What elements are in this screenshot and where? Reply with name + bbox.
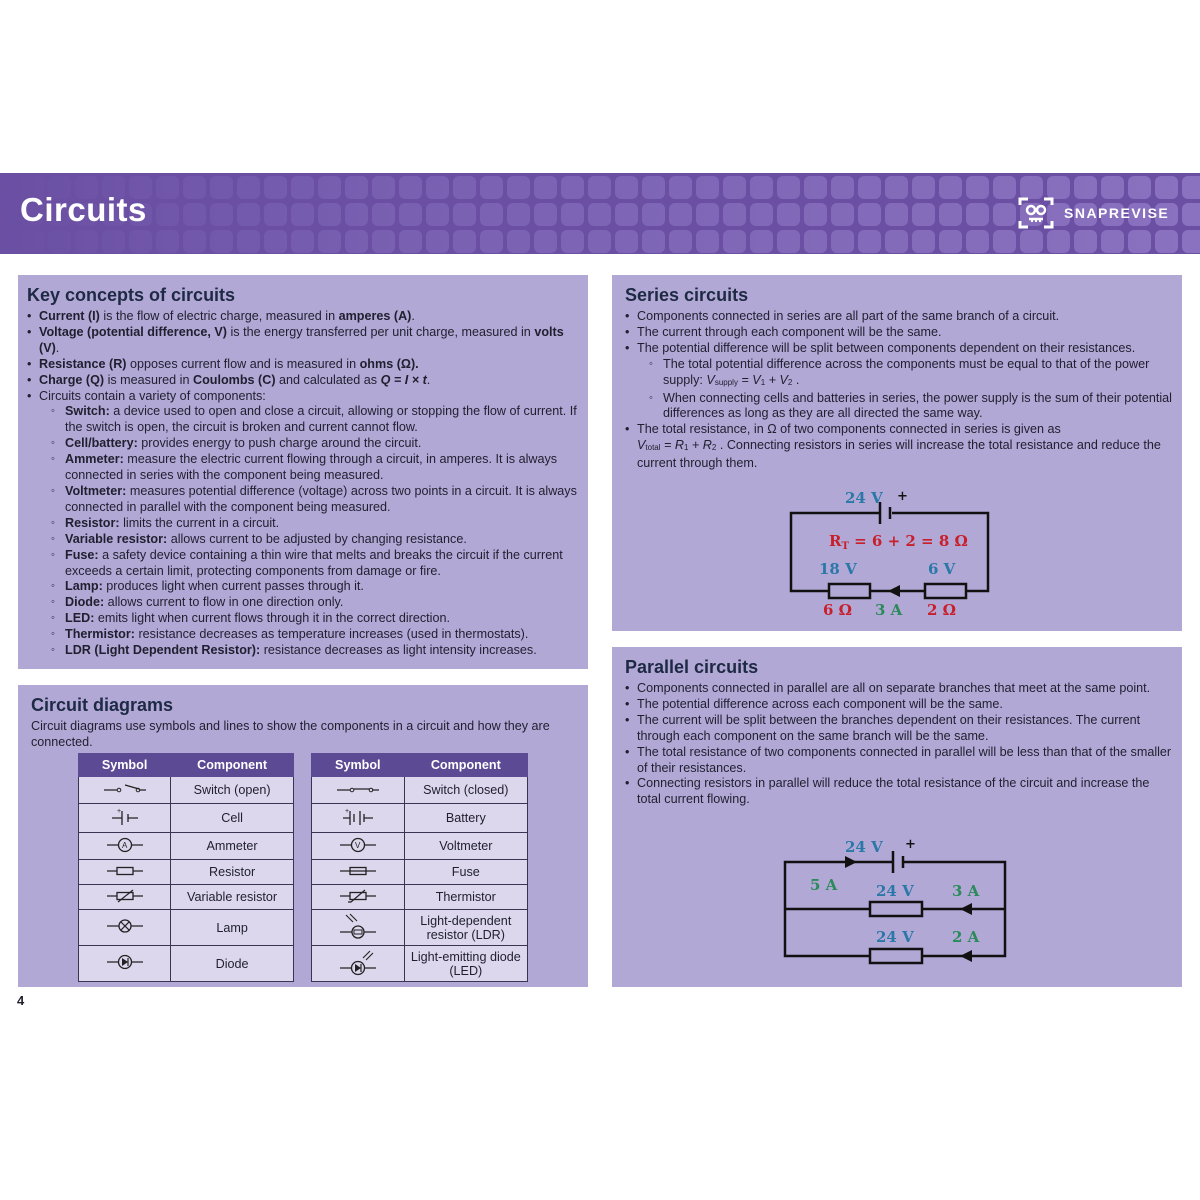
parallel-battery — [893, 851, 903, 873]
series-wire — [791, 513, 988, 591]
snaprevise-logo-icon — [1016, 195, 1056, 231]
component-label: Cell — [171, 804, 294, 833]
component-label: Lamp — [171, 910, 294, 946]
switch-closed-symbol-icon — [312, 777, 405, 804]
list-item: ◦ The total potential difference across the components must be equal to that of the power supply: Vsupply = V1 + V2 . — [637, 357, 1173, 391]
series-total-resistance-label: $R_T = 6 + 2 = 8$ Ω — [829, 532, 968, 552]
table-row — [79, 804, 294, 833]
series-r1-label: 6 Ω — [823, 601, 853, 619]
list-item: ◦ Cell/battery: provides energy to push charge around the circuit. — [39, 436, 582, 452]
battery-symbol-icon — [312, 804, 405, 833]
list-item: ◦ Variable resistor: allows current to be adjusted by changing resistance. — [39, 532, 582, 548]
variable-resistor-symbol-icon — [79, 885, 171, 910]
component-label: Light-emitting diode (LED) — [404, 946, 527, 982]
table-row — [312, 860, 528, 885]
component-label: Light-dependent resistor (LDR) — [404, 910, 527, 946]
led-symbol-icon — [312, 946, 405, 982]
list-item: ◦ Resistor: limits the current in a circuit. — [39, 516, 582, 532]
component-label: Fuse — [404, 860, 527, 885]
list-item: • The total resistance of two components connected in parallel will be less than that of the smaller of their resistances. — [625, 745, 1173, 777]
series-circuits-title: Series circuits — [625, 285, 749, 305]
parallel-circuits-title: Parallel circuits — [625, 657, 759, 677]
components-list — [39, 404, 582, 659]
list-item: • Components connected in parallel are all on separate branches that meet at the same point. — [625, 681, 1173, 697]
page-number: 4 — [17, 993, 25, 1008]
component-label: Thermistor — [404, 885, 527, 910]
parallel-arrow-mid — [960, 903, 972, 915]
component-label: Battery — [404, 804, 527, 833]
component-label: Ammeter — [171, 833, 294, 860]
component-label: Variable resistor — [171, 885, 294, 910]
series-current-label: 3 A — [875, 601, 903, 619]
parallel-i1-label: 3 A — [952, 882, 980, 900]
component-label: Resistor — [171, 860, 294, 885]
voltmeter-symbol-icon — [312, 833, 405, 860]
table-row — [312, 777, 528, 804]
column-header-symbol: Symbol — [79, 754, 171, 777]
series-r2-label: 2 Ω — [927, 601, 957, 619]
svg-text:V: V — [354, 840, 361, 850]
list-item: • The total resistance, in Ω of two components connected in series is given as Vtotal = R1 + R2 . Connecting resistors in series will increase the total resistance and reduce the current through them. — [625, 422, 1173, 472]
table-header — [312, 754, 528, 777]
list-item: • Current (I) is the flow of electric charge, measured in amperes (A). — [27, 309, 582, 325]
parallel-resistor-2 — [870, 949, 922, 963]
parallel-list — [625, 681, 1173, 808]
parallel-resistor-1 — [870, 902, 922, 916]
svg-text:+: + — [116, 807, 121, 815]
list-item: • The potential difference across each component will be the same. — [625, 697, 1173, 713]
list-item: ◦ Diode: allows current to flow in one direction only. — [39, 595, 582, 611]
page-title: Circuits — [20, 191, 147, 228]
circuit-diagrams-intro: Circuit diagrams use symbols and lines to show the components in a circuit and how they are connected. — [31, 719, 550, 749]
fuse-symbol-icon — [312, 860, 405, 885]
parallel-arrow-top — [845, 856, 857, 868]
table-row — [79, 910, 294, 946]
cell-symbol-icon — [79, 804, 171, 833]
lamp-symbol-icon — [79, 910, 171, 946]
table-row — [79, 833, 294, 860]
table-row — [312, 910, 528, 946]
list-item: ◦ Lamp: produces light when current passes through it. — [39, 579, 582, 595]
table-row — [312, 804, 528, 833]
key-concepts-list — [27, 309, 582, 659]
series-supply-label: 24 V — [845, 489, 883, 507]
component-label: Switch (closed) — [404, 777, 527, 804]
circuit-diagrams-title: Circuit diagrams — [31, 695, 174, 715]
series-circuit-diagram — [780, 484, 1000, 624]
table-row — [79, 777, 294, 804]
table-header — [79, 754, 294, 777]
list-item: • The current will be split between the branches dependent on their resistances. The current through each component on the same branch will be the same. — [625, 713, 1173, 745]
parallel-v1-label: 24 V — [876, 882, 914, 900]
key-concepts-panel — [18, 275, 588, 669]
series-resistor-1 — [829, 584, 870, 598]
component-label: Switch (open) — [171, 777, 294, 804]
switch-open-symbol-icon — [79, 777, 171, 804]
series-plus-label: + — [897, 489, 908, 504]
list-item: • Charge (Q) is measured in Coulombs (C) and calculated as Q = I × t. — [27, 373, 582, 389]
symbols-table-right — [311, 753, 528, 982]
brand-name: SNAPREVISE — [1064, 205, 1170, 221]
ldr-symbol-icon — [312, 910, 405, 946]
list-item: ◦ Voltmeter: measures potential difference (voltage) across two points in a circuit. It is always connected in parallel with the component being measured. — [39, 484, 582, 516]
parallel-v2-label: 24 V — [876, 928, 914, 946]
symbols-table-left — [78, 753, 294, 982]
list-item: ◦ Ammeter: measure the electric current flowing through a circuit, in amperes. It is always connected in series with the component being measured. — [39, 452, 582, 484]
thermistor-symbol-icon — [312, 885, 405, 910]
list-item: • Connecting resistors in parallel will reduce the total resistance of the circuit and increase the total current flowing. — [625, 776, 1173, 808]
list-item: ◦ Fuse: a safety device containing a thin wire that melts and breaks the circuit if the current exceeds a certain limit, protecting components from damage or fire. — [39, 548, 582, 580]
table-row — [312, 885, 528, 910]
column-header-symbol: Symbol — [312, 754, 405, 777]
parallel-arrow-bot — [960, 950, 972, 962]
series-list — [625, 309, 1173, 472]
list-item: ◦ LED: emits light when current flows through it in the correct direction. — [39, 611, 582, 627]
key-concepts-title: Key concepts of circuits — [27, 285, 236, 305]
list-item: • The current through each component will be the same. — [625, 325, 1173, 341]
parallel-plus-label: + — [905, 837, 916, 852]
ammeter-symbol-icon — [79, 833, 171, 860]
table-row — [79, 885, 294, 910]
diode-symbol-icon — [79, 946, 171, 982]
parallel-circuit-diagram — [775, 834, 1015, 974]
table-row — [312, 833, 528, 860]
component-label: Diode — [171, 946, 294, 982]
brand-logo — [1016, 195, 1169, 231]
series-v1-label: 18 V — [819, 560, 857, 578]
list-item: • Voltage (potential difference, V) is the energy transferred per unit charge, measured in volts (V). — [27, 325, 582, 357]
series-sublist — [637, 357, 1173, 423]
list-item: • The potential difference will be split between components dependent on their resistances. ◦ The total potential difference across the components must be equal to that of the power supply: Vsupply = V1 + V2 . ◦ When connecting cells and batteries in series, the power supply is the sum of their potential differences as long as they are all directed the same way. — [625, 341, 1173, 423]
series-v2-label: 6 V — [928, 560, 956, 578]
component-label: Voltmeter — [404, 833, 527, 860]
column-header-component: Component — [171, 754, 294, 777]
list-item: ◦ Switch: a device used to open and close a circuit, allowing or stopping the flow of current. If the switch is open, the circuit is broken and current cannot flow. — [39, 404, 582, 436]
list-item: • Circuits contain a variety of components: ◦ Switch: a device used to open and close a circuit, allowing or stopping the flow of current. If the switch is open, the circuit is broken and current cannot flow. ◦ Cell/battery: provides energy to push charge around the circuit. ◦ Ammeter: measure the electric current flowing through a circuit, in amperes. It is always connected in series with the component being measured. ◦ Voltmeter: measures potential difference (voltage) across two points in a circuit. It is always connected in parallel with the component being measured. ◦ Resistor: limits the current in a circuit. ◦ Variable resistor: allows current to be adjusted by changing resistance. ◦ Fuse: a safety device containing a thin wire that melts and breaks the circuit if the current exceeds a certain limit, protecting components from damage or fire. ◦ Lamp: produces light when current passes through it. ◦ Diode: allows current to flow in one direction only. ◦ LED: emits light when current flows through it in the correct direction. ◦ Thermistor: resistance decreases as temperature increases (used in thermostats). ◦ LDR (Light Dependent Resistor): resistance decreases as light intensity increases. — [27, 389, 582, 659]
column-header-component: Component — [404, 754, 527, 777]
list-item: ◦ LDR (Light Dependent Resistor): resistance decreases as light intensity increases. — [39, 643, 582, 659]
table-row — [79, 946, 294, 982]
resistor-symbol-icon — [79, 860, 171, 885]
list-item: ◦ When connecting cells and batteries in series, the power supply is the sum of their potential differences as long as they are all directed the same way. — [637, 391, 1173, 423]
series-current-arrow — [888, 585, 900, 597]
table-row — [79, 860, 294, 885]
table-row — [312, 946, 528, 982]
parallel-supply-label: 24 V — [845, 838, 883, 856]
list-item: • Resistance (R) opposes current flow and is measured in ohms (Ω). — [27, 357, 582, 373]
parallel-total-current-label: 5 A — [810, 876, 838, 894]
svg-text:A: A — [121, 840, 127, 850]
series-resistor-2 — [925, 584, 966, 598]
list-item: • Components connected in series are all part of the same branch of a circuit. — [625, 309, 1173, 325]
parallel-i2-label: 2 A — [952, 928, 980, 946]
svg-text:+: + — [344, 807, 349, 815]
list-item: ◦ Thermistor: resistance decreases as temperature increases (used in thermostats). — [39, 627, 582, 643]
